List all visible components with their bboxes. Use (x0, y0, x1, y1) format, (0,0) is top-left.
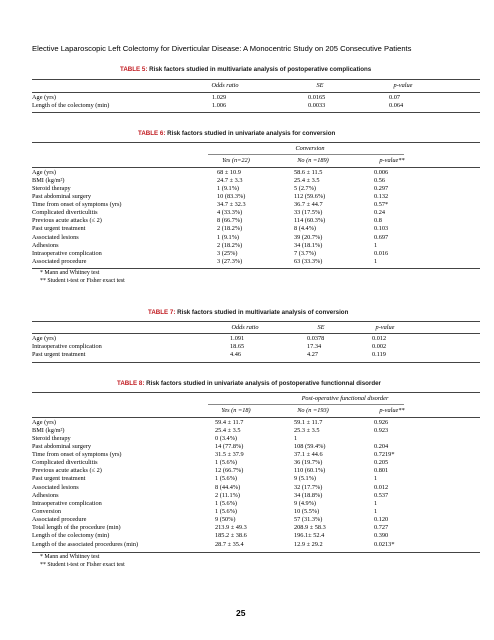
yes-cell: 34.7 ± 32.3 (217, 201, 246, 209)
row-label: BMI (kg/m²) (32, 426, 65, 434)
no-cell: 25.4 ± 3.5 (294, 176, 320, 184)
table6-title: Risk factors studied in univariate analysis for conversion (167, 130, 336, 137)
p-value-cell: 0.57* (374, 201, 389, 209)
row-label: Past abdominal surgery (32, 442, 91, 450)
p-value-cell: 0.390 (374, 532, 389, 540)
row-label: Age (yrs) (32, 334, 56, 342)
row-label: Intraoperative complication (32, 249, 102, 257)
odds-ratio-cell: 1.091 (230, 334, 245, 342)
table-row (32, 516, 480, 524)
row-label: Complicated diverticulitis (32, 459, 98, 467)
se-cell: 0.0165 (308, 93, 326, 101)
row-label: Associated procedure (32, 258, 87, 266)
p-value-cell: 0.120 (374, 516, 389, 524)
row-label: Length of the colectomy (min) (32, 101, 110, 109)
p-value-cell: 0.204 (374, 442, 389, 450)
se-cell: 4.27 (307, 350, 319, 358)
table8-label: TABLE 8: (117, 380, 145, 387)
se-cell: 0.0378 (307, 334, 325, 342)
yes-cell: 1 (5.6%) (215, 459, 238, 467)
table7-body (32, 335, 480, 359)
p-value-cell: 0.923 (374, 426, 389, 434)
table-row (32, 541, 480, 549)
row-label: Previous acute attacks (≤ 2) (32, 217, 102, 225)
no-cell: 58.6 ± 11.5 (294, 168, 323, 176)
odds-ratio-cell: 4.46 (230, 350, 242, 358)
table7-bottom-rule (32, 362, 480, 363)
p-value-cell: 0.006 (374, 168, 389, 176)
table-row (32, 351, 480, 359)
row-label: Past abdominal surgery (32, 192, 91, 200)
row-label: Adhesions (32, 241, 59, 249)
row-label: Associated lesions (32, 483, 79, 491)
table-row (32, 419, 480, 427)
yes-cell: 1 (9.1%) (217, 184, 240, 192)
p-value-cell: 0.7219* (374, 451, 395, 459)
yes-cell: 8 (44.4%) (215, 483, 241, 491)
p-value-cell: 0.56 (374, 176, 386, 184)
yes-cell: 28.7 ± 35.4 (215, 540, 244, 548)
p-value-cell: 1 (374, 258, 378, 266)
no-cell: 208.9 ± 58.3 (294, 524, 326, 532)
no-cell: 57 (31.3%) (294, 516, 323, 524)
se-cell: 17.34 (307, 342, 322, 350)
yes-cell: 1 (9.1%) (217, 233, 240, 241)
p-value-cell: 0.297 (374, 184, 389, 192)
table6-notes (40, 270, 125, 286)
row-label: Past urgent treatment (32, 225, 86, 233)
yes-cell: 3 (25%) (217, 249, 238, 257)
row-label: Steroid therapy (32, 184, 71, 192)
p-value-cell: 0.119 (372, 350, 386, 358)
table7-title: Risk factors studied in multivariate analysis of conversion (177, 309, 349, 316)
p-value-cell: 1 (374, 499, 378, 507)
table6-note-1: * Mann and Whitney test (40, 270, 100, 276)
row-label: Associated procedure (32, 516, 87, 524)
table6-col-yes: Yes (n=22) (222, 157, 250, 164)
table-row (32, 250, 480, 258)
p-value-cell: 0.0213* (374, 540, 395, 548)
row-label: Steroid therapy (32, 434, 71, 442)
table6-group-header: Conversion (295, 145, 325, 152)
table-row (32, 343, 480, 351)
row-label: Time from onset of symptoms (yrs) (32, 451, 122, 459)
table6-group-rule (208, 154, 404, 155)
table7-col-p: p-value (375, 324, 395, 331)
p-value-cell: 0.103 (374, 225, 389, 233)
no-cell: 33 (17.5%) (294, 209, 323, 217)
table5-label: TABLE 5: (120, 66, 148, 73)
yes-cell: 14 (77.8%) (215, 442, 244, 450)
table6-caption (138, 130, 335, 137)
no-cell: 9 (4.9%) (294, 499, 317, 507)
yes-cell: 2 (18.2%) (217, 241, 243, 249)
table-row (32, 508, 480, 516)
table-row (32, 209, 480, 217)
table-row (32, 234, 480, 242)
no-cell: 108 (59.4%) (294, 442, 326, 450)
running-header: Elective Laparoscopic Left Colectomy for Diverticular Disease: A Monocentric Study on 205 Consecutive Patients (32, 44, 412, 53)
yes-cell: 10 (83.3%) (217, 192, 246, 200)
table-row (32, 524, 480, 532)
table6-col-no: No (n =189) (297, 157, 329, 164)
row-label: Age (yrs) (32, 418, 56, 426)
yes-cell: 1 (5.6%) (215, 499, 238, 507)
p-value-cell: 0.07 (389, 93, 401, 101)
no-cell: 36.7 ± 44.7 (294, 201, 323, 209)
row-label: BMI (kg/m²) (32, 176, 65, 184)
p-value-cell: 0.205 (374, 459, 389, 467)
yes-cell: 1 (5.6%) (215, 508, 238, 516)
table-row (32, 94, 480, 102)
row-label: Conversion (32, 508, 62, 516)
row-label: Intraoperative complication (32, 342, 102, 350)
table-row (32, 475, 480, 483)
table-row (32, 467, 480, 475)
table-row (32, 258, 480, 266)
p-value-cell: 0.801 (374, 467, 389, 475)
table8-caption (117, 380, 381, 387)
p-value-cell: 0.8 (374, 217, 382, 225)
no-cell: 32 (17.7%) (294, 483, 323, 491)
no-cell: 112 (59.6%) (294, 192, 326, 200)
table8-title: Risk factors studied in univariate analysis of postoperative functionnal disorder (146, 380, 381, 387)
table8-notes (40, 554, 125, 570)
table8-col-yes: Yes (n =18) (221, 407, 251, 414)
p-value-cell: 0.727 (374, 524, 389, 532)
no-cell: 37.1 ± 44.6 (294, 451, 323, 459)
table8-note-2: ** Student t-test or Fisher exact test (40, 561, 125, 568)
yes-cell: 12 (66.7%) (215, 467, 244, 475)
p-value-cell: 0.016 (374, 249, 389, 257)
no-cell: 9 (5.1%) (294, 475, 317, 483)
table-row (32, 484, 480, 492)
yes-cell: 25.4 ± 3.5 (215, 426, 241, 434)
yes-cell: 9 (50%) (215, 516, 236, 524)
no-cell: 7 (3.7%) (294, 249, 317, 257)
p-value-cell: 0.064 (389, 101, 404, 109)
table8-body (32, 419, 480, 549)
table-row (32, 335, 480, 343)
table-row (32, 177, 480, 185)
yes-cell: 2 (18.2%) (217, 225, 243, 233)
table-row (32, 102, 480, 110)
table-row (32, 193, 480, 201)
yes-cell: 59.4 ± 11.7 (215, 418, 244, 426)
yes-cell: 68 ± 10.9 (217, 168, 241, 176)
row-label: Adhesions (32, 491, 59, 499)
no-cell: 114 (60.3%) (294, 217, 326, 225)
table5-bottom-rule (32, 112, 480, 113)
yes-cell: 4 (33.3%) (217, 209, 243, 217)
table-row (32, 169, 480, 177)
p-value-cell: 1 (374, 241, 378, 249)
table5-title: Risk factors studied in multivariate analysis of postoperative complications (149, 66, 372, 73)
no-cell: 196.1± 52.4 (294, 532, 325, 540)
yes-cell: 213.9 ± 49.3 (215, 524, 247, 532)
no-cell: 8 (4.4%) (294, 225, 317, 233)
table-row (32, 435, 480, 443)
no-cell: 12.9 ± 29.2 (294, 540, 323, 548)
row-label: Length of the colectomy (min) (32, 532, 110, 540)
p-value-cell: 0.012 (374, 483, 389, 491)
no-cell: 110 (60.1%) (294, 467, 326, 475)
row-label: Previous acute attacks (≤ 2) (32, 467, 102, 475)
yes-cell: 185.2 ± 38.6 (215, 532, 247, 540)
table5-body (32, 94, 480, 110)
page-number: 25 (236, 608, 246, 618)
no-cell: 10 (5.5%) (294, 508, 320, 516)
table8-col-no: No (n =193) (297, 407, 329, 414)
table8-col-p: p-value** (379, 407, 405, 414)
table6-col-p: p-value** (379, 157, 405, 164)
yes-cell: 8 (66.7%) (217, 217, 243, 225)
odds-ratio-cell: 1.029 (212, 93, 227, 101)
row-label: Intraoperative complication (32, 499, 102, 507)
table5-col-se: SE (316, 82, 324, 89)
odds-ratio-cell: 1.006 (212, 101, 227, 109)
row-label: Age (yrs) (32, 93, 56, 101)
table8-note-1: * Mann and Whitney test (40, 554, 100, 560)
yes-cell: 2 (11.1%) (215, 491, 240, 499)
se-cell: 0.0033 (308, 101, 326, 109)
yes-cell: 24.7 ± 3.3 (217, 176, 243, 184)
p-value-cell: 0.926 (374, 418, 389, 426)
table-row (32, 492, 480, 500)
p-value-cell: 1 (374, 508, 378, 516)
table-row (32, 500, 480, 508)
p-value-cell: 0.24 (374, 209, 386, 217)
table8-bottom-rule (32, 552, 480, 553)
table-row (32, 443, 480, 451)
p-value-cell: 0.537 (374, 491, 389, 499)
p-value-cell: 1 (374, 475, 378, 483)
row-label: Complicated diverticulitis (32, 209, 98, 217)
table7-caption (148, 309, 348, 316)
table6-body (32, 169, 480, 267)
table5-col-odds: Odds ratio (211, 82, 239, 89)
no-cell: 34 (18.8%) (294, 491, 323, 499)
table6-top-rule (32, 142, 480, 143)
table7-col-odds: Odds ratio (231, 324, 259, 331)
table-row (32, 532, 480, 540)
table-row (32, 217, 480, 225)
no-cell: 34 (18.1%) (294, 241, 323, 249)
table6-note-2: ** Student t-test or Fisher exact test (40, 277, 125, 284)
yes-cell: 3 (27.3%) (217, 258, 243, 266)
table-row (32, 225, 480, 233)
row-label: Age (yrs) (32, 168, 56, 176)
table5-top-rule (32, 79, 480, 80)
table-row (32, 242, 480, 250)
p-value-cell: 0.002 (372, 342, 387, 350)
table6-bottom-rule (32, 268, 480, 269)
p-value-cell: 0.132 (374, 192, 389, 200)
table8-group-rule (208, 404, 404, 405)
row-label: Total length of the procedure (min) (32, 524, 121, 532)
table-row (32, 459, 480, 467)
table-row (32, 185, 480, 193)
table7-label: TABLE 7: (148, 309, 176, 316)
p-value-cell: 0.697 (374, 233, 389, 241)
table-row (32, 451, 480, 459)
table5-col-p: p-value (393, 82, 413, 89)
no-cell: 39 (20.7%) (294, 233, 323, 241)
no-cell: 59.1 ± 11.7 (294, 418, 323, 426)
table7-col-se: SE (317, 324, 325, 331)
table6-label: TABLE 6: (138, 130, 166, 137)
table7-top-rule (32, 321, 480, 322)
table8-group-header: Post-operative functional disorder (301, 395, 389, 402)
table8-top-rule (32, 392, 480, 393)
yes-cell: 1 (5.6%) (215, 475, 238, 483)
table-row (32, 201, 480, 209)
row-label: Length of the associated procedures (min) (32, 540, 139, 548)
no-cell: 25.3 ± 3.5 (294, 426, 320, 434)
table5-caption (120, 66, 371, 73)
no-cell: 5 (2.7%) (294, 184, 317, 192)
odds-ratio-cell: 18.65 (230, 342, 245, 350)
no-cell: 1 (294, 434, 298, 442)
row-label: Past urgent treatment (32, 475, 86, 483)
yes-cell: 31.5 ± 37.9 (215, 451, 244, 459)
no-cell: 63 (33.3%) (294, 258, 323, 266)
p-value-cell: 0.012 (372, 334, 387, 342)
row-label: Associated lesions (32, 233, 79, 241)
row-label: Time from onset of symptoms (yrs) (32, 201, 122, 209)
no-cell: 36 (19.7%) (294, 459, 323, 467)
table-row (32, 427, 480, 435)
yes-cell: 0 (3.4%) (215, 434, 238, 442)
row-label: Past urgent treatment (32, 350, 86, 358)
